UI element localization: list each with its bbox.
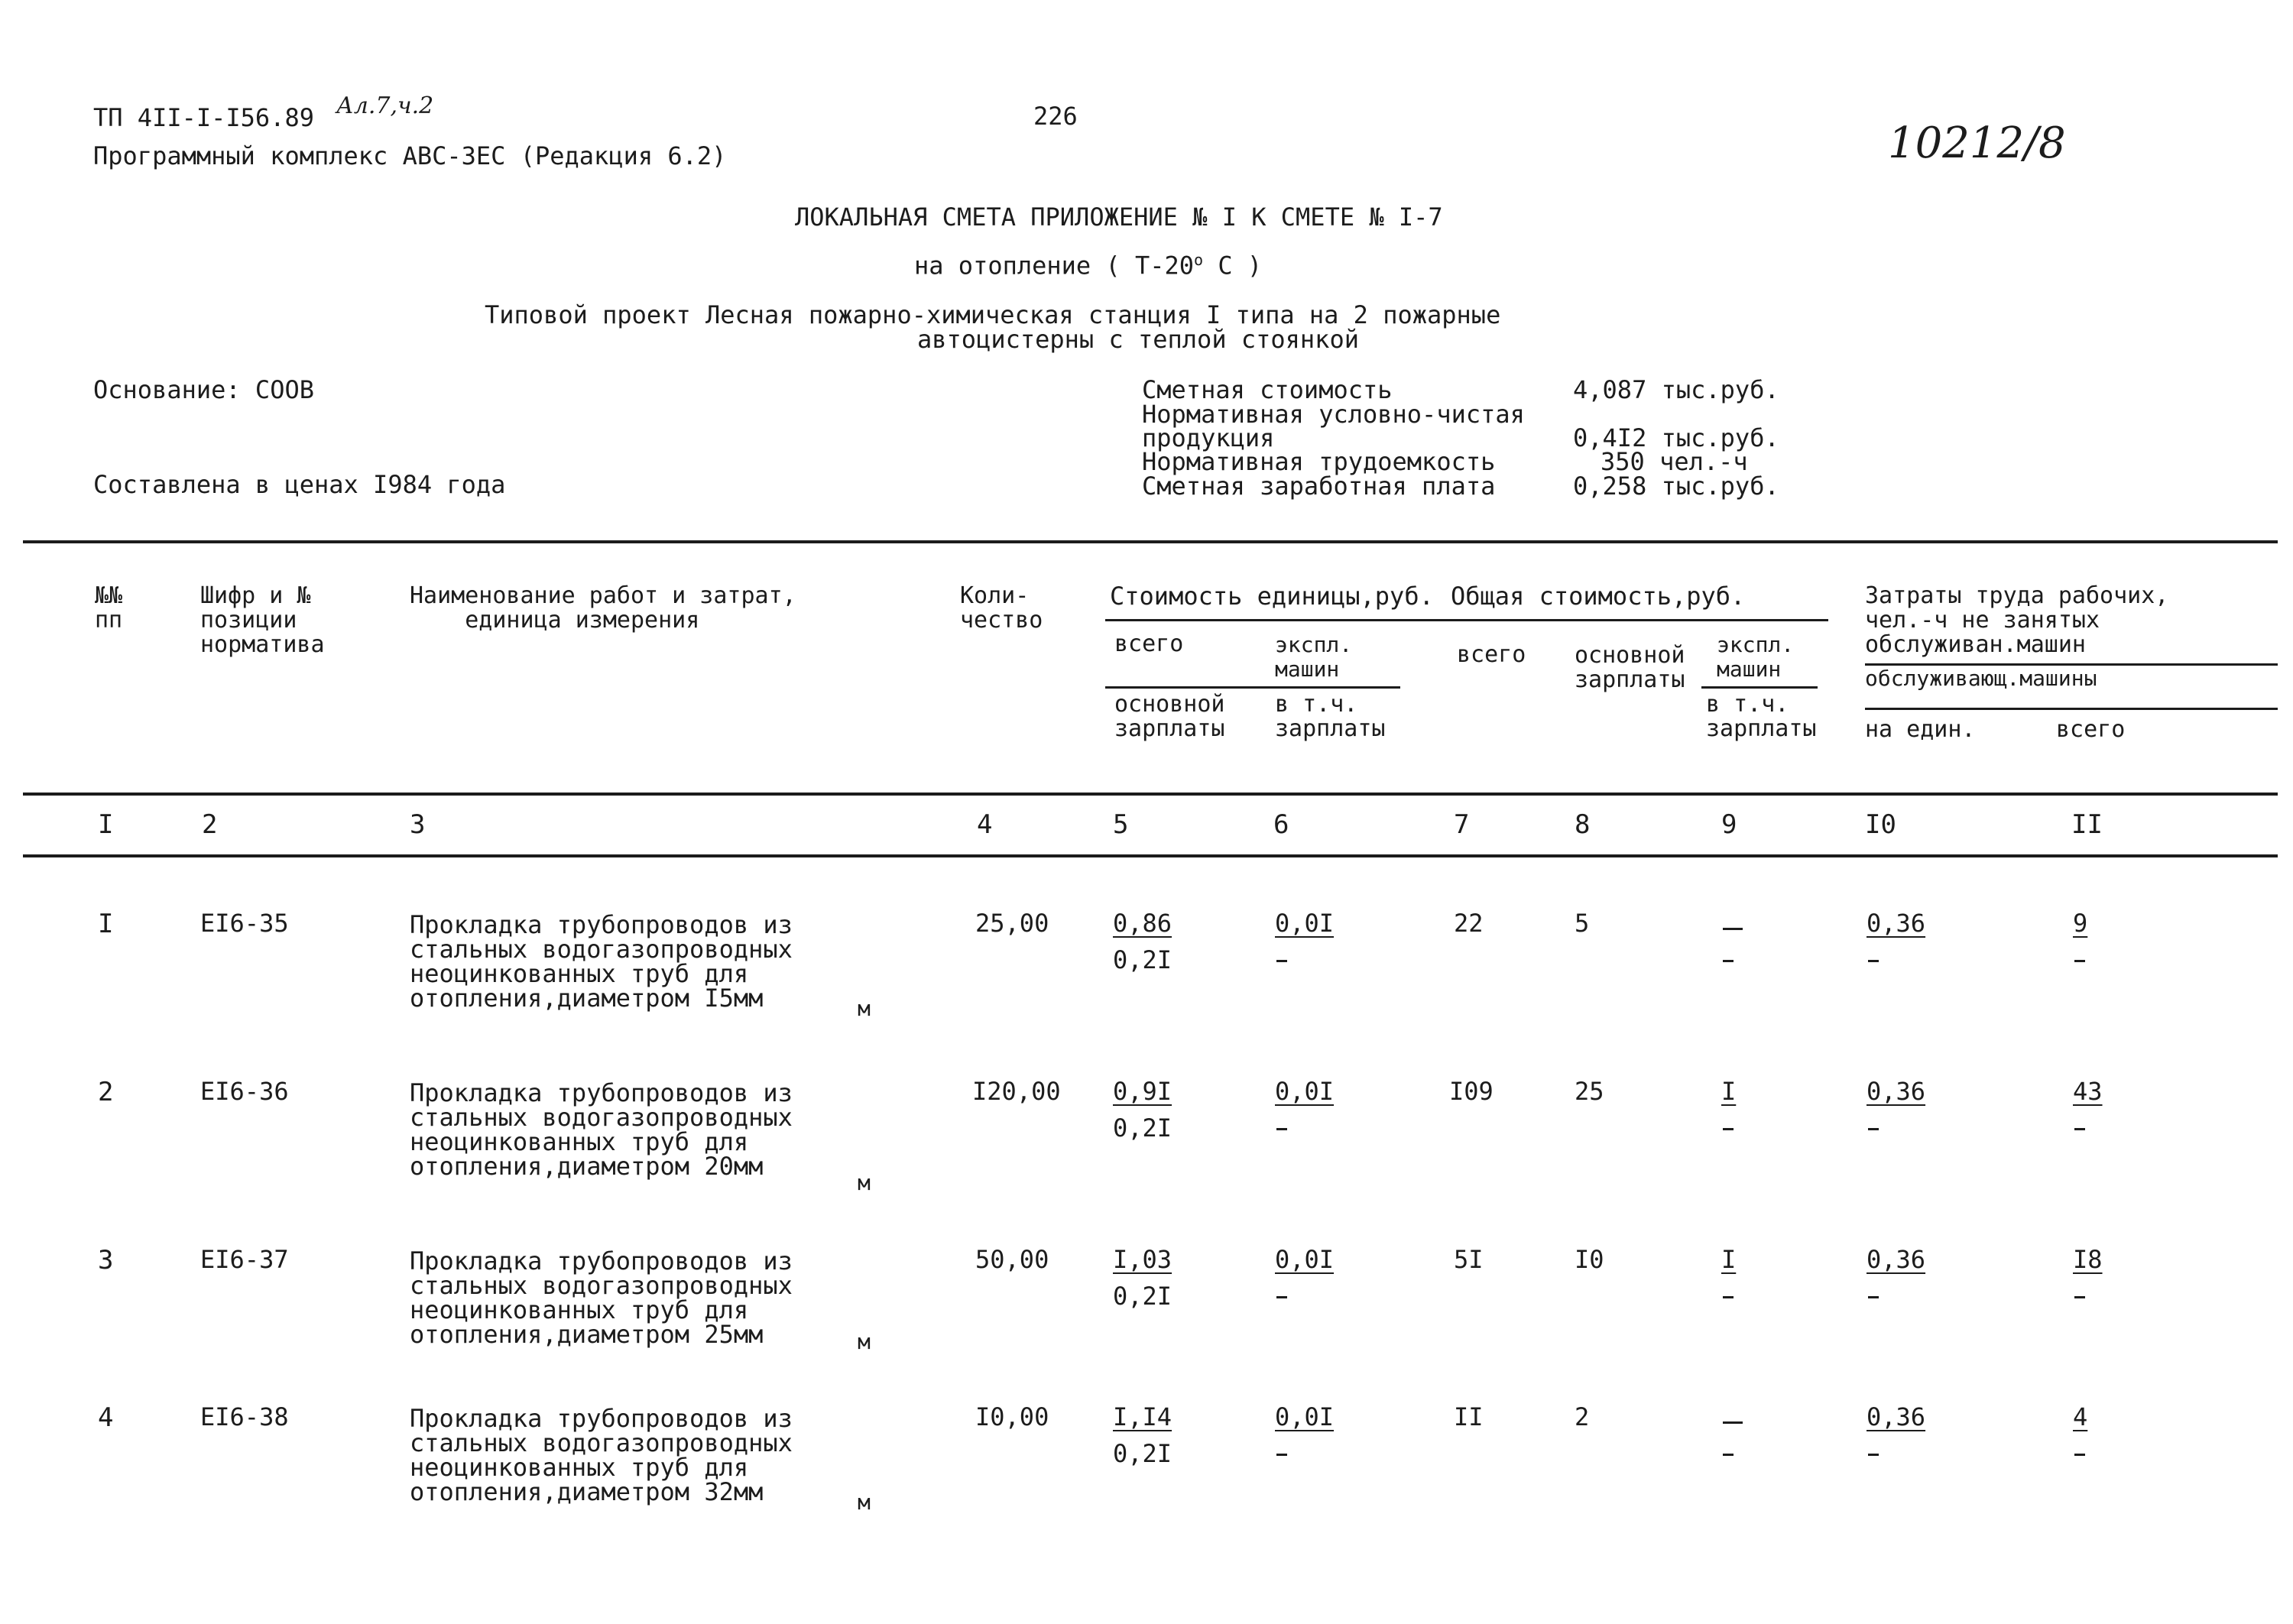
column-number: 6	[1273, 809, 1289, 840]
row-labor-total: I8	[2073, 1245, 2103, 1274]
row-labor-unit: 0,36	[1867, 1245, 1926, 1274]
summary-label: Нормативная условно-чистая	[1142, 400, 1525, 429]
col-header-quantity: Коли- чество	[960, 582, 1043, 634]
dash-mark	[2074, 1128, 2085, 1130]
row-total-salary: 25	[1575, 1077, 1604, 1106]
row-total-salary: 2	[1575, 1402, 1590, 1431]
row-unit-total: 0,86	[1113, 909, 1172, 938]
row-unit-salary: 0,2I	[1113, 945, 1172, 974]
row-labor-unit: 0,36	[1867, 1077, 1926, 1106]
row-total: 22	[1454, 909, 1484, 938]
dash-mark	[1868, 1454, 1879, 1456]
project-title-line2: автоцистерны с теплой стоянкой	[917, 325, 1359, 354]
row-unit-salary: 0,2I	[1113, 1113, 1172, 1143]
row-labor-total: 43	[2073, 1077, 2103, 1106]
col-header-code: Шифр и № позиции норматива	[200, 582, 325, 658]
row-total-machine: I	[1721, 1245, 1737, 1274]
col-header-total-cost: Общая стоимость,руб.	[1451, 582, 1746, 611]
col-header-labor-unit: на един.	[1865, 716, 1976, 743]
dash-mark	[2074, 960, 2085, 962]
column-number: 2	[202, 809, 218, 840]
column-number: I	[98, 809, 114, 840]
summary-label: продукция	[1142, 423, 1275, 452]
dash-mark	[1276, 1128, 1287, 1130]
project-title-line1: Типовой проект Лесная пожарно-химическая станция I типа на 2 пожарные	[485, 300, 1501, 329]
dash-mark	[1276, 960, 1287, 962]
col-header-unit-total: всего	[1114, 630, 1184, 657]
row-total: II	[1454, 1402, 1484, 1431]
row-code: EI6-38	[200, 1402, 289, 1431]
album-note: Ал.7,ч.2	[336, 92, 434, 119]
summary-label: Сметная заработная плата	[1142, 472, 1496, 501]
row-unit-machine: 0,0I	[1275, 909, 1335, 938]
summary-label: Нормативная трудоемкость	[1142, 447, 1496, 476]
summary-value: 0,4I2 тыс.руб.	[1573, 423, 1779, 452]
row-number: 3	[98, 1245, 114, 1276]
row-unit: м	[858, 1170, 871, 1195]
col-header-total: всего	[1457, 641, 1526, 668]
column-number: 4	[977, 809, 993, 840]
dash-mark	[1723, 1454, 1734, 1456]
row-name: Прокладка трубопроводов из стальных водогазопроводных неоцинкованных труб для отопления,диаметром 20мм	[410, 1078, 793, 1181]
row-labor-unit: 0,36	[1867, 909, 1926, 938]
software-line: Программный комплекс АВС-ЗЕС (Редакция 6.2)	[93, 141, 727, 170]
row-quantity: 25,00	[975, 909, 1049, 938]
row-labor-unit: 0,36	[1867, 1402, 1926, 1431]
col-header-unit-cost: Стоимость единицы,руб.	[1110, 582, 1434, 611]
cost-header-rule	[1105, 619, 1828, 621]
row-total: I09	[1449, 1077, 1494, 1106]
col-header-total-machine: экспл. машин	[1717, 632, 1795, 682]
dash-mark	[1868, 1128, 1879, 1130]
column-number: 9	[1721, 809, 1737, 840]
row-unit-total: 0,9I	[1113, 1077, 1172, 1106]
col-header-unit-machine-salary: в т.ч. зарплаты	[1275, 691, 1386, 742]
estimate-title: ЛОКАЛЬНАЯ СМЕТА ПРИЛОЖЕНИЕ № I К СМЕТЕ № I-7	[795, 203, 1443, 232]
row-code: EI6-37	[200, 1245, 289, 1274]
basis-label: Основание: СООВ	[93, 375, 314, 404]
row-total: 5I	[1454, 1245, 1484, 1274]
dash-mark	[1276, 1454, 1287, 1456]
col-header-name: Наименование работ и затрат, единица измерения	[410, 582, 796, 634]
numbers-bottom-rule	[23, 854, 2278, 857]
row-unit-machine: 0,0I	[1275, 1245, 1335, 1274]
dash-mark	[1723, 1296, 1734, 1298]
column-number: II	[2071, 809, 2103, 840]
row-unit: м	[858, 996, 871, 1021]
col-header-machine-operators: обслуживающ.машины	[1865, 666, 2097, 691]
col-header-labor-total: всего	[2056, 716, 2126, 743]
col-header-total-machine-salary: в т.ч. зарплаты	[1706, 691, 1817, 742]
document-code: ТП 4II-I-I56.89	[93, 103, 314, 132]
row-number: 2	[98, 1077, 114, 1107]
col-header-labor: Затраты труда рабочих, чел.-ч не занятых обслуживан.машин	[1865, 582, 2169, 658]
row-unit-total: I,I4	[1113, 1402, 1172, 1431]
dash-mark	[1723, 928, 1743, 930]
column-number: 5	[1113, 809, 1129, 840]
col-header-total-salary: основной зарплаты	[1575, 642, 1685, 693]
row-quantity: I20,00	[972, 1077, 1061, 1106]
unit-cost-rule	[1105, 686, 1400, 689]
col-header-number: №№ пп	[95, 582, 123, 634]
inventory-number: 10212/8	[1888, 118, 2066, 168]
dash-mark	[1723, 1128, 1734, 1130]
summary-label: Сметная стоимость	[1142, 375, 1393, 404]
row-name: Прокладка трубопроводов из стальных водогазопроводных неоцинкованных труб для отопления,диаметром 32мм	[410, 1404, 793, 1506]
row-unit-salary: 0,2I	[1113, 1282, 1172, 1311]
dash-mark	[1276, 1296, 1287, 1298]
row-labor-total: 4	[2073, 1402, 2088, 1431]
column-number: 7	[1454, 809, 1470, 840]
row-number: 4	[98, 1402, 114, 1433]
col-header-unit-machine: экспл. машин	[1275, 632, 1353, 682]
summary-value: 350 чел.-ч	[1601, 447, 1748, 476]
column-number: 3	[410, 809, 426, 840]
row-code: EI6-36	[200, 1077, 289, 1106]
page-number: 226	[1033, 102, 1078, 131]
row-name: Прокладка трубопроводов из стальных водогазопроводных неоцинкованных труб для отопления,диаметром 25мм	[410, 1246, 793, 1349]
labor-rule-2	[1865, 708, 2278, 710]
summary-value: 0,258 тыс.руб.	[1573, 472, 1779, 501]
row-unit: м	[858, 1489, 871, 1515]
row-code: EI6-35	[200, 909, 289, 938]
row-unit-machine: 0,0I	[1275, 1402, 1335, 1431]
dash-mark	[2074, 1454, 2085, 1456]
dash-mark	[1723, 960, 1734, 962]
row-total-machine: I	[1721, 1077, 1737, 1106]
estimate-subtitle: на отопление ( $Т-20^о$ С )	[914, 251, 1263, 280]
column-number: 8	[1575, 809, 1591, 840]
header-bottom-rule	[23, 793, 2278, 796]
col-header-unit-salary: основной зарплаты	[1114, 691, 1225, 742]
dash-mark	[1723, 1421, 1743, 1424]
row-total-salary: I0	[1575, 1245, 1604, 1274]
prices-label: Составлена в ценах I984 года	[93, 470, 506, 499]
column-number: I0	[1865, 809, 1896, 840]
summary-value: 4,087 тыс.руб.	[1573, 375, 1779, 404]
row-quantity: I0,00	[975, 1402, 1049, 1431]
row-name: Прокладка трубопроводов из стальных водогазопроводных неоцинкованных труб для отопления,диаметром I5мм	[410, 910, 793, 1013]
dash-mark	[1868, 960, 1879, 962]
row-unit: м	[858, 1329, 871, 1354]
row-unit-salary: 0,2I	[1113, 1439, 1172, 1468]
dash-mark	[2074, 1296, 2085, 1298]
row-number: I	[98, 909, 114, 939]
row-quantity: 50,00	[975, 1245, 1049, 1274]
row-unit-machine: 0,0I	[1275, 1077, 1335, 1106]
row-total-salary: 5	[1575, 909, 1590, 938]
dash-mark	[1868, 1296, 1879, 1298]
row-unit-total: I,03	[1113, 1245, 1172, 1274]
table-top-rule	[23, 540, 2278, 543]
row-labor-total: 9	[2073, 909, 2088, 938]
machine-rule	[1701, 686, 1818, 689]
